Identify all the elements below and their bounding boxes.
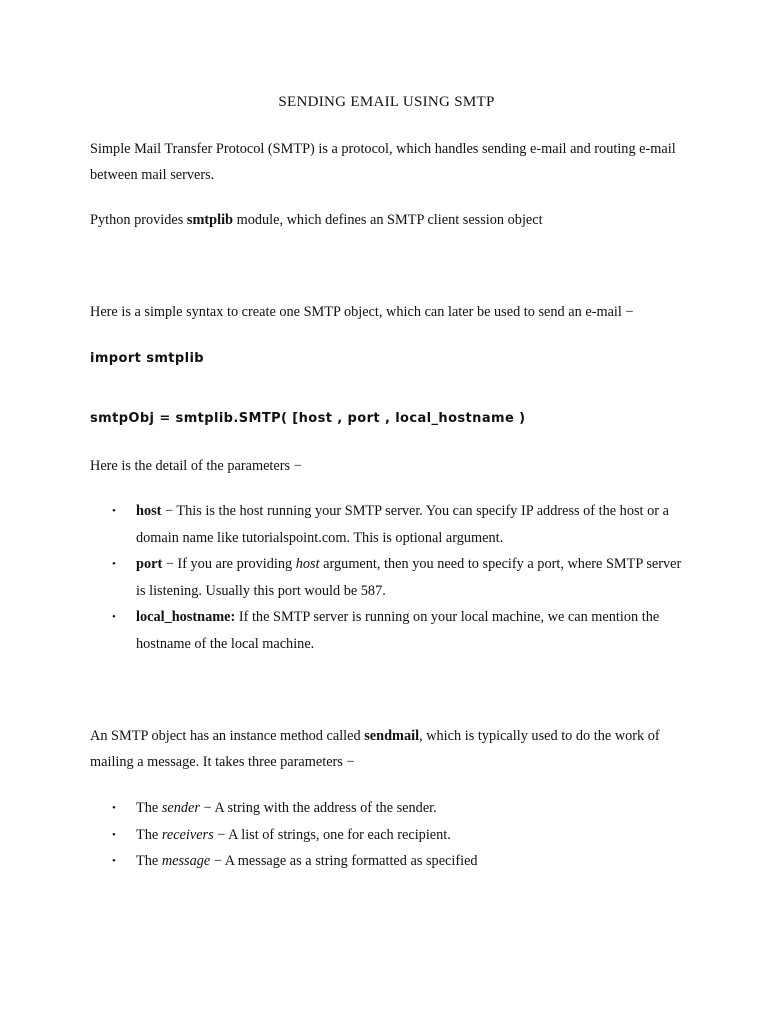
list-item [90,822,690,849]
list-item [90,604,690,657]
item-prefix: The [136,853,162,869]
smtplib-term: smtplib [186,212,233,228]
param-description-before: − If you are providing [162,556,296,572]
bullet-icon: • [112,558,116,570]
bullet-icon: • [112,802,116,814]
bullet-icon: • [112,505,116,517]
code-import-line: import smtplib [90,351,205,366]
list-item [90,551,690,604]
item-prefix: The [136,800,162,816]
bullet-icon: • [112,828,116,841]
code-smtp-line: smtpObj = smtplib.SMTP( [host , port , local_hostname ) [90,411,526,426]
item-description: − A string with the address of the sender. [199,800,437,816]
python-text-after: module, which defines an SMTP client session object [233,212,543,228]
param-italic-term: host [295,556,320,572]
sendmail-paragraph [90,723,690,775]
param-name: port [136,556,163,572]
list-item [90,498,690,551]
item-italic-term: receivers [161,826,214,843]
item-description: − A message as a string formatted as specified [210,853,478,869]
page-title: SENDING EMAIL USING SMTP [278,94,495,110]
param-name: host [136,503,162,519]
item-italic-term: sender [161,800,200,816]
syntax-intro-paragraph: Here is a simple syntax to create one SMTP object, which can later be used to send an e-mail − [90,304,634,320]
params-intro-paragraph: Here is the detail of the parameters − [90,458,302,474]
intro-paragraph: Simple Mail Transfer Protocol (SMTP) is a protocol, which handles sending e-mail and routing e-mail between mail servers. [90,141,676,183]
python-text-before: Python provides [90,212,187,228]
bullet-icon: • [112,855,116,867]
param-description-after: argument, then you need to specify a port, where SMTP server is listening. Usually this port would be 587. [136,556,682,599]
sendmail-text-before: An SMTP object has an instance method called [90,728,365,744]
item-italic-term: message [161,853,211,869]
param-description: − This is the host running your SMTP server. You can specify IP address of the host or a domain name like tutorialspoint.com. This is optional argument. [136,503,669,546]
param-name: local_hostname: [136,609,236,625]
item-prefix: The [136,826,162,843]
sendmail-text-after: , which is typically used to do the work of mailing a message. It takes three parameters − [90,728,660,770]
sendmail-term: sendmail [364,728,420,744]
bullet-icon: • [112,611,116,623]
sendmail-parameters-list [90,795,690,875]
python-paragraph [90,207,690,233]
list-item [90,795,690,822]
list-item [90,848,690,875]
parameters-list [90,498,690,657]
param-description: If the SMTP server is running on your local machine, we can mention the hostname of the local machine. [136,609,660,652]
item-description: − A list of strings, one for each recipient. [213,826,451,843]
